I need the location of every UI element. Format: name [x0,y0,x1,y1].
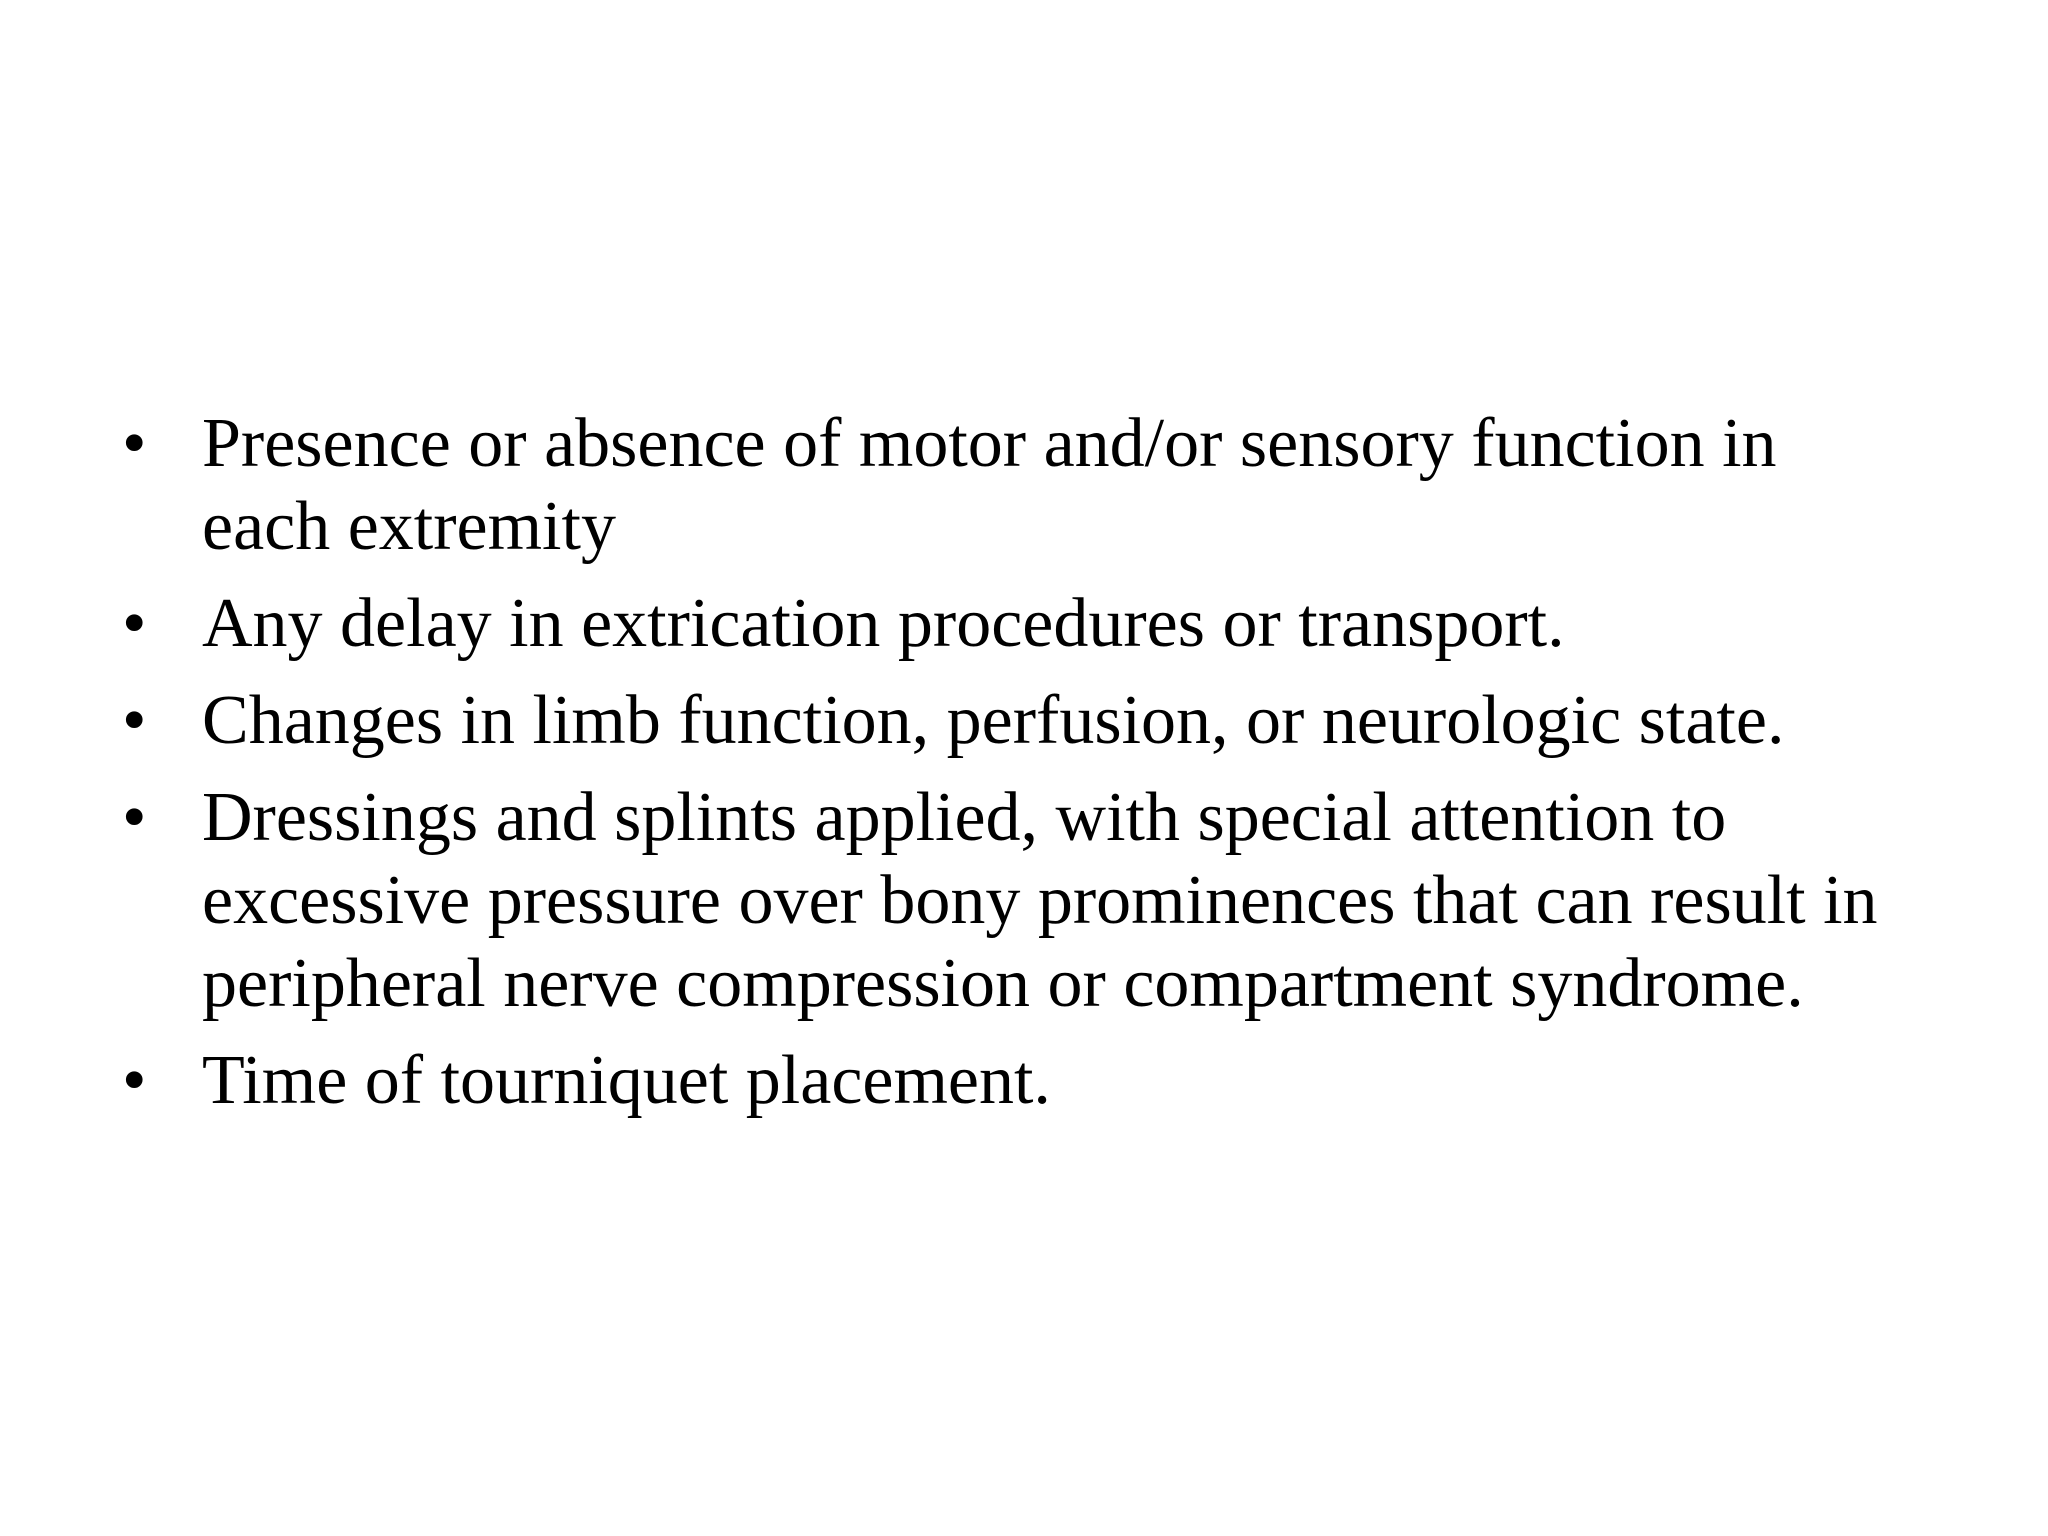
list-item [0,582,1950,665]
list-item [0,679,1950,762]
bullet-text: Presence or absence of motor and/or sensory function in each extremity [202,405,1777,565]
bullet-text: Dressings and splints applied, with special attention to excessive pressure over bony prominences that can result in peripheral nerve compression or compartment syndrome. [202,779,1878,1022]
bullet-text: Any delay in extrication procedures or transport. [202,585,1565,662]
list-item [0,1039,1950,1122]
bullet-marker: • [122,779,147,856]
bullet-marker: • [122,1042,147,1119]
bullet-marker: • [122,405,147,482]
bullet-text: Time of tourniquet placement. [202,1042,1051,1119]
list-item [0,402,1950,568]
bullet-marker: • [122,585,147,662]
bullet-marker: • [122,682,147,759]
bullet-text: Changes in limb function, perfusion, or neurologic state. [202,682,1785,759]
bullet-list [0,402,2048,1136]
list-item [0,776,1950,1025]
